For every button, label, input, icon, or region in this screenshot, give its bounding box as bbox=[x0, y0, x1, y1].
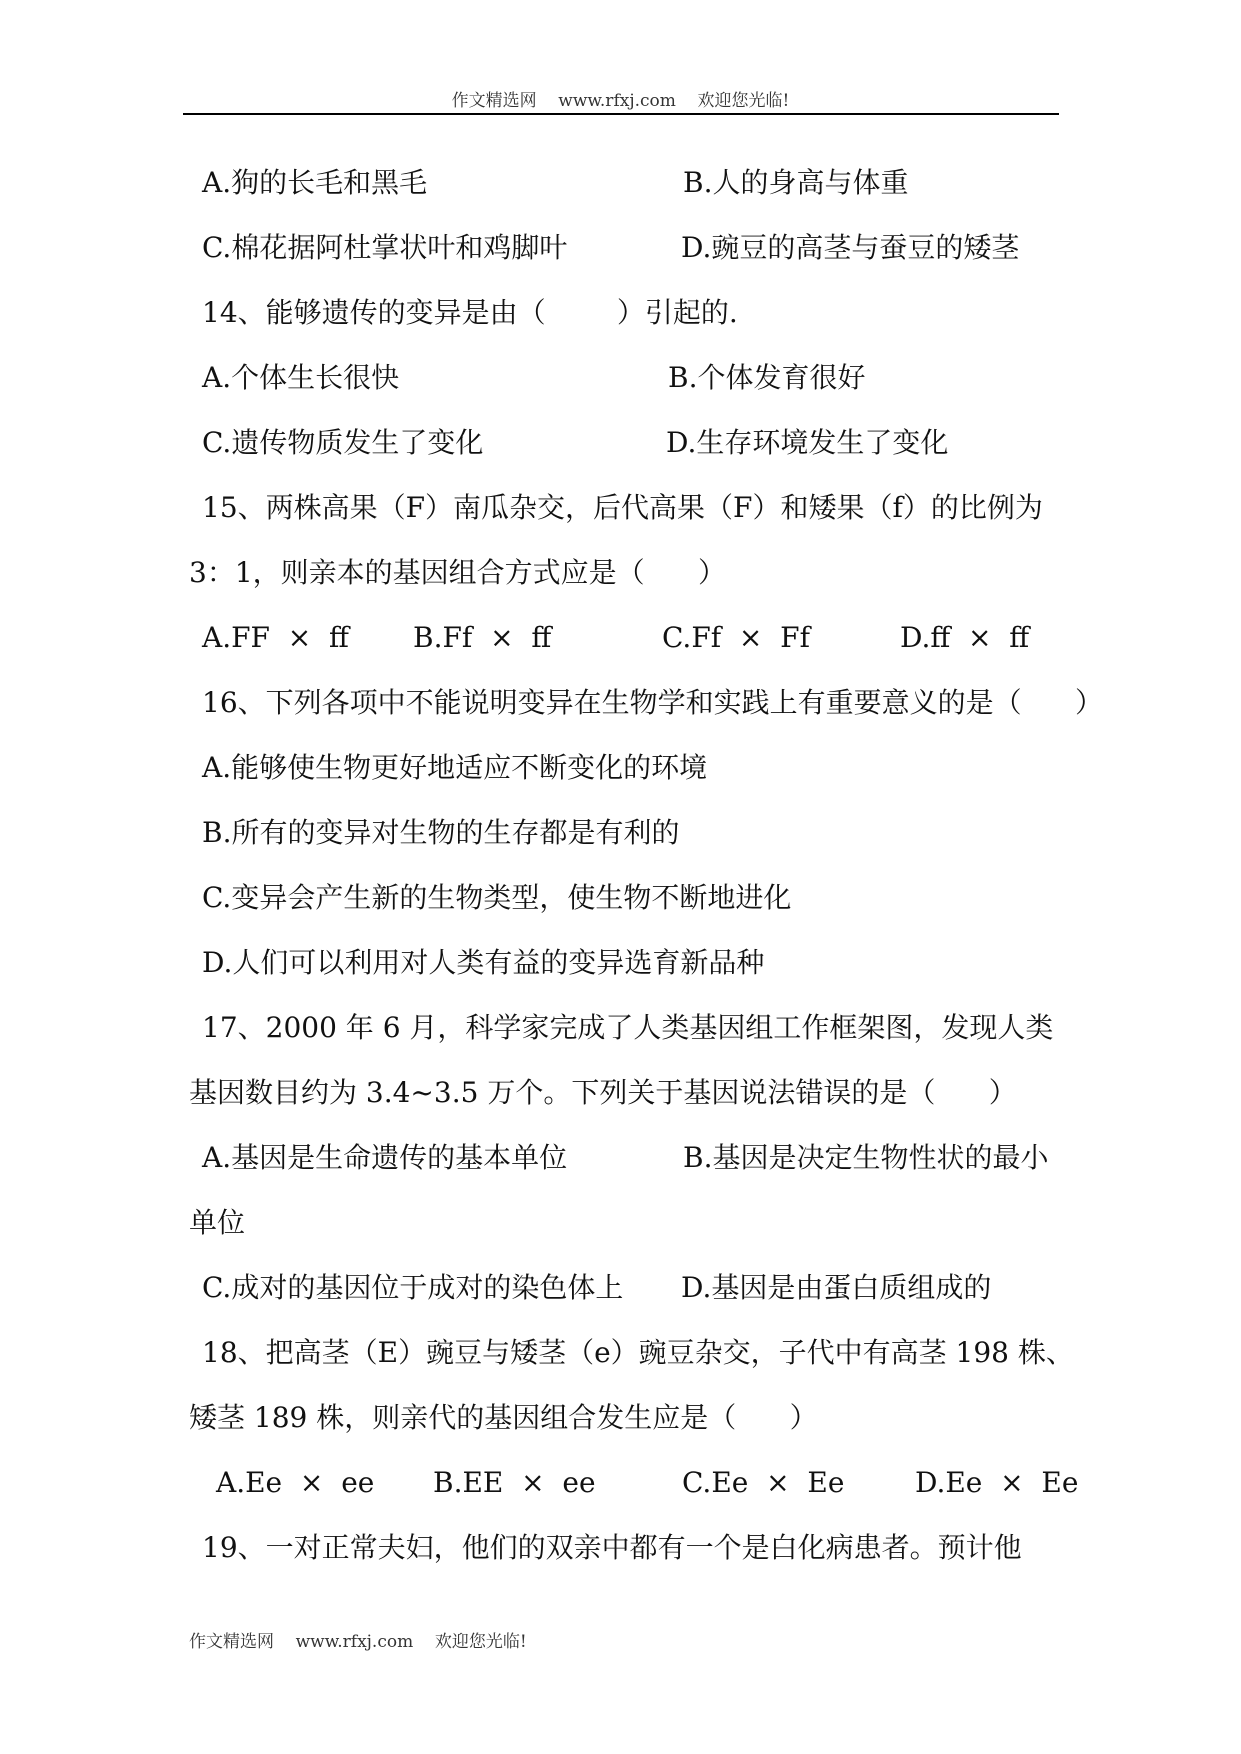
q13-option-d: D.豌豆的高茎与蚕豆的矮茎 bbox=[681, 231, 1020, 264]
q18-option-a: A.Ee × ee bbox=[216, 1466, 375, 1499]
q16-option-c: C.变异会产生新的生物类型，使生物不断地进化 bbox=[202, 881, 792, 914]
q14-option-c: C.遗传物质发生了变化 bbox=[202, 426, 484, 459]
q18-option-c: C.Ee × Ee bbox=[682, 1466, 845, 1499]
q15-option-d: D.ff × ff bbox=[900, 621, 1030, 654]
q14-stem: 14、能够遗传的变异是由（ ）引起的. bbox=[202, 296, 738, 329]
q18-option-d: D.Ee × Ee bbox=[915, 1466, 1079, 1499]
page-footer: 作文精选网 www.rfxj.com 欢迎您光临! bbox=[189, 1632, 527, 1652]
page-header: 作文精选网 www.rfxj.com 欢迎您光临! bbox=[451, 91, 790, 111]
q16-option-b: B.所有的变异对生物的生存都是有利的 bbox=[202, 816, 680, 849]
q17-option-a: A.基因是生命遗传的基本单位 bbox=[202, 1141, 568, 1174]
q19-stem-line1: 19、一对正常夫妇，他们的双亲中都有一个是白化病患者。预计他 bbox=[202, 1531, 1022, 1564]
q14-option-a: A.个体生长很快 bbox=[202, 361, 400, 394]
q17-option-b-continued: 单位 bbox=[189, 1206, 246, 1239]
q15-stem-line1: 15、两株高果（F）南瓜杂交，后代高果（F）和矮果（f）的比例为 bbox=[202, 491, 1043, 524]
q17-option-c: C.成对的基因位于成对的染色体上 bbox=[202, 1271, 624, 1304]
q14-option-d: D.生存环境发生了变化 bbox=[666, 426, 949, 459]
q17-stem-line2: 基因数目约为 3.4~3.5 万个。下列关于基因说法错误的是（ ） bbox=[189, 1076, 1017, 1109]
q13-option-b: B.人的身高与体重 bbox=[683, 166, 909, 199]
q17-stem-line1: 17、2000 年 6 月，科学家完成了人类基因组工作框架图，发现人类 bbox=[202, 1011, 1054, 1044]
q15-option-b: B.Ff × ff bbox=[413, 621, 552, 654]
q18-stem-line1: 18、把高茎（E）豌豆与矮茎（e）豌豆杂交，子代中有高茎 198 株、 bbox=[202, 1336, 1074, 1369]
q15-option-a: A.FF × ff bbox=[202, 621, 349, 654]
q16-option-a: A.能够使生物更好地适应不断变化的环境 bbox=[202, 751, 708, 784]
q13-option-c: C.棉花据阿杜掌状叶和鸡脚叶 bbox=[202, 231, 568, 264]
q17-option-d: D.基因是由蛋白质组成的 bbox=[681, 1271, 992, 1304]
q17-option-b: B.基因是决定生物性状的最小 bbox=[683, 1141, 1049, 1174]
q16-stem: 16、下列各项中不能说明变异在生物学和实践上有重要意义的是（ ） bbox=[202, 686, 1104, 719]
q15-stem-line2: 3：1，则亲本的基因组合方式应是（ ） bbox=[189, 556, 727, 589]
q16-option-d: D.人们可以利用对人类有益的变异选育新品种 bbox=[202, 946, 765, 979]
q18-stem-line2: 矮茎 189 株，则亲代的基因组合发生应是（ ） bbox=[189, 1401, 818, 1434]
q18-option-b: B.EE × ee bbox=[433, 1466, 596, 1499]
q14-option-b: B.个体发育很好 bbox=[668, 361, 866, 394]
q13-option-a: A.狗的长毛和黑毛 bbox=[202, 166, 428, 199]
q15-option-c: C.Ff × Ff bbox=[662, 621, 810, 654]
